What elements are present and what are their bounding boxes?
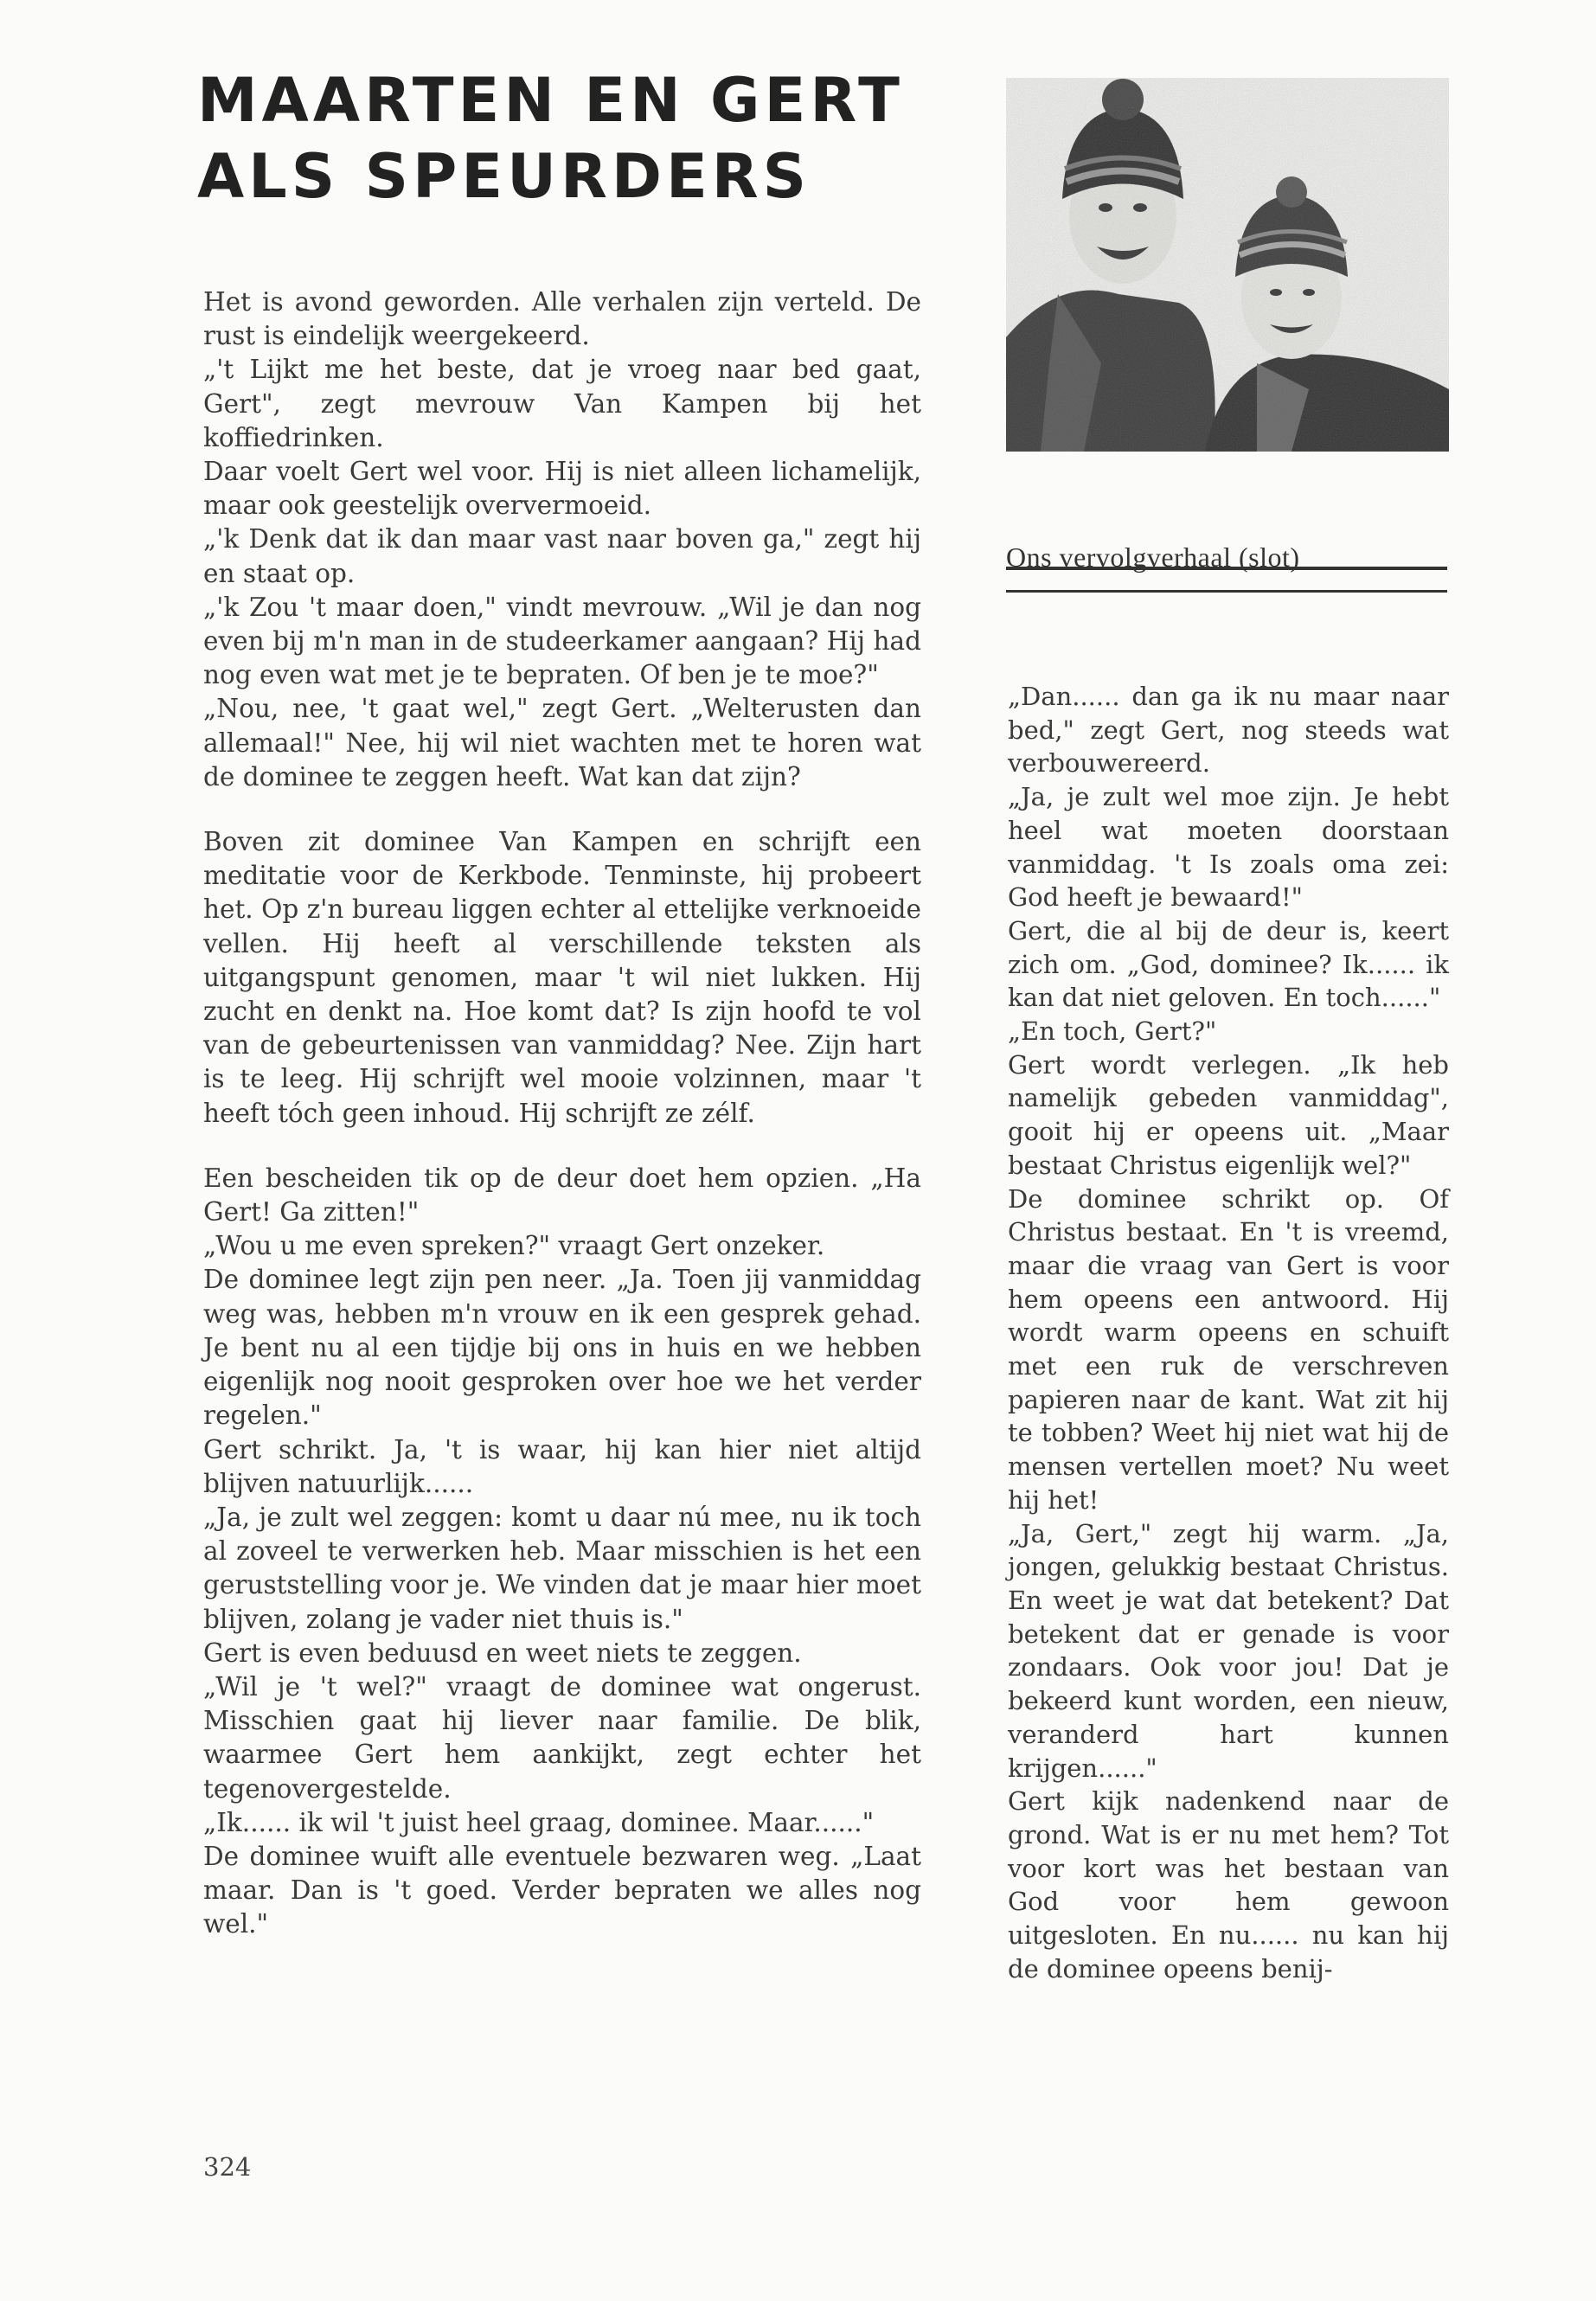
paragraph: „'k Denk dat ik dan maar vast naar boven ga," zegt hij en staat op. <box>203 524 921 588</box>
paragraph: Een bescheiden tik op de deur doet hem opzien. „Ha Gert! Ga zitten!" <box>203 1163 921 1227</box>
photo-two-boys <box>1006 78 1449 452</box>
paragraph: „Dan...... dan ga ik nu maar naar bed," zegt Gert, nog steeds wat verbouwereerd. <box>1008 682 1449 779</box>
photo-two-boys-icon <box>1006 78 1449 452</box>
paragraph: De dominee legt zijn pen neer. „Ja. Toen jij vanmiddag weg was, hebben m'n vrouw en ik een gesprek gehad. Je bent nu al een tijdje bij ons in huis en we hebben eigenlijk nog nooit gesproken over hoe we het verder regelen." <box>203 1265 921 1431</box>
paragraph: Boven zit dominee Van Kampen en schrijft een meditatie voor de Kerkbode. Tenminste, hij probeert het. Op z'n bureau liggen echter al ettelijke verknoeide vellen. Hij heeft al verschillende teksten als uitgangspunt genomen, maar 't wil niet lukken. Hij zucht en denkt na. Hoe komt dat? Is zijn hoofd te vol van de gebeurtenissen van vanmiddag? Nee. Zijn hart is te leeg. Hij schrijft wel mooie volzinnen, maar 't heeft tóch geen inhoud. Hij schrijft ze zélf. <box>203 827 921 1128</box>
paragraph: „'k Zou 't maar doen," vindt mevrouw. „Wil je dan nog even bij m'n man in de studeerkamer aangaan? Hij had nog even wat met je te bepraten. Of ben je te moe?" <box>203 592 921 690</box>
paragraph: Daar voelt Gert wel voor. Hij is niet alleen lichamelijk, maar ook geestelijk oververmoeid. <box>203 457 921 521</box>
paragraph: „Wil je 't wel?" vraagt de dominee wat ongerust. Misschien gaat hij liever naar familie. De blik, waarmee Gert hem aankijkt, zegt echter het tegenovergestelde. <box>203 1671 921 1804</box>
paragraph: De dominee wuift alle eventuele bezwaren weg. „Laat maar. Dan is 't goed. Verder bepraten we alles nog wel." <box>203 1841 921 1939</box>
paragraph: „Ja, Gert," zegt hij warm. „Ja, jongen, gelukkig bestaat Christus. En weet je wat dat betekent? Dat betekent dat er genade is voor zondaars. Ook voor jou! Dat je bekeerd kunt worden, een nieuw, veranderd hart kunnen krijgen......" <box>1008 1518 1449 1783</box>
paragraph: „Ik...... ik wil 't juist heel graag, dominee. Maar......" <box>203 1807 875 1837</box>
title-line-2: ALS SPEURDERS <box>197 141 811 212</box>
paragraph: „En toch, Gert?" <box>1008 1016 1217 1047</box>
page-number: 324 <box>203 2152 252 2182</box>
paragraph: „'t Lijkt me het beste, dat je vroeg naar bed gaat, Gert", zegt mevrouw Van Kampen bij het koffiedrinken. <box>203 355 921 452</box>
paragraph: De dominee schrikt op. Of Christus bestaat. En 't is vreemd, maar die vraag van Gert is voor hem opeens een antwoord. Hij wordt warm opeens en schuift met een ruk de verschreven papieren naar de kant. Wat zit hij te tobben? Weet hij niet wat hij de mensen vertellen moet? Nu weet hij het! <box>1008 1183 1449 1515</box>
paragraph: „Ja, je zult wel moe zijn. Je hebt heel wat moeten doorstaan vanmiddag. 't Is zoals oma zei: God heeft je bewaard!" <box>1008 782 1449 913</box>
paragraph: Gert is even beduusd en weet niets te zeggen. <box>203 1638 802 1668</box>
article-title <box>197 62 976 215</box>
title-line-1: MAARTEN EN GERT <box>197 65 904 136</box>
paragraph: Gert, die al bij de deur is, keert zich om. „God, dominee? Ik...... ik kan dat niet geloven. En toch......" <box>1008 915 1449 1013</box>
serial-rule-bottom <box>1006 590 1447 593</box>
paragraph: Het is avond geworden. Alle verhalen zijn verteld. De rust is eindelijk weergekeerd. <box>203 287 921 351</box>
left-column <box>203 285 921 1942</box>
paragraph: „Ja, je zult wel zeggen: komt u daar nú mee, nu ik toch al zoveel te verwerken heb. Maar misschien is het een geruststelling voor je. We vinden dat je maar hier moet blijven, zolang je vader niet thuis is." <box>203 1502 921 1634</box>
paragraph: Gert kijk nadenkend naar de grond. Wat is er nu met hem? Tot voor kort was het bestaan van God voor hem gewoon uitgesloten. En nu...... nu kan hij de dominee opeens benij- <box>1008 1786 1449 1984</box>
right-column <box>1008 680 1449 1985</box>
paragraph: „Wou u me even spreken?" vraagt Gert onzeker. <box>203 1231 825 1261</box>
paragraph: Gert wordt verlegen. „Ik heb namelijk gebeden vanmiddag", gooit hij er opeens uit. „Maar bestaat Christus eigenlijk wel?" <box>1008 1049 1449 1180</box>
serial-label: Ons vervolgverhaal (slot) <box>1006 542 1300 573</box>
paragraph: „Nou, nee, 't gaat wel," zegt Gert. „Welterusten dan allemaal!" Nee, hij wil niet wachten met te horen wat de dominee te zeggen heeft. Wat kan dat zijn? <box>203 694 921 792</box>
paragraph: Gert schrikt. Ja, 't is waar, hij kan hier niet altijd blijven natuurlijk...... <box>203 1434 921 1498</box>
